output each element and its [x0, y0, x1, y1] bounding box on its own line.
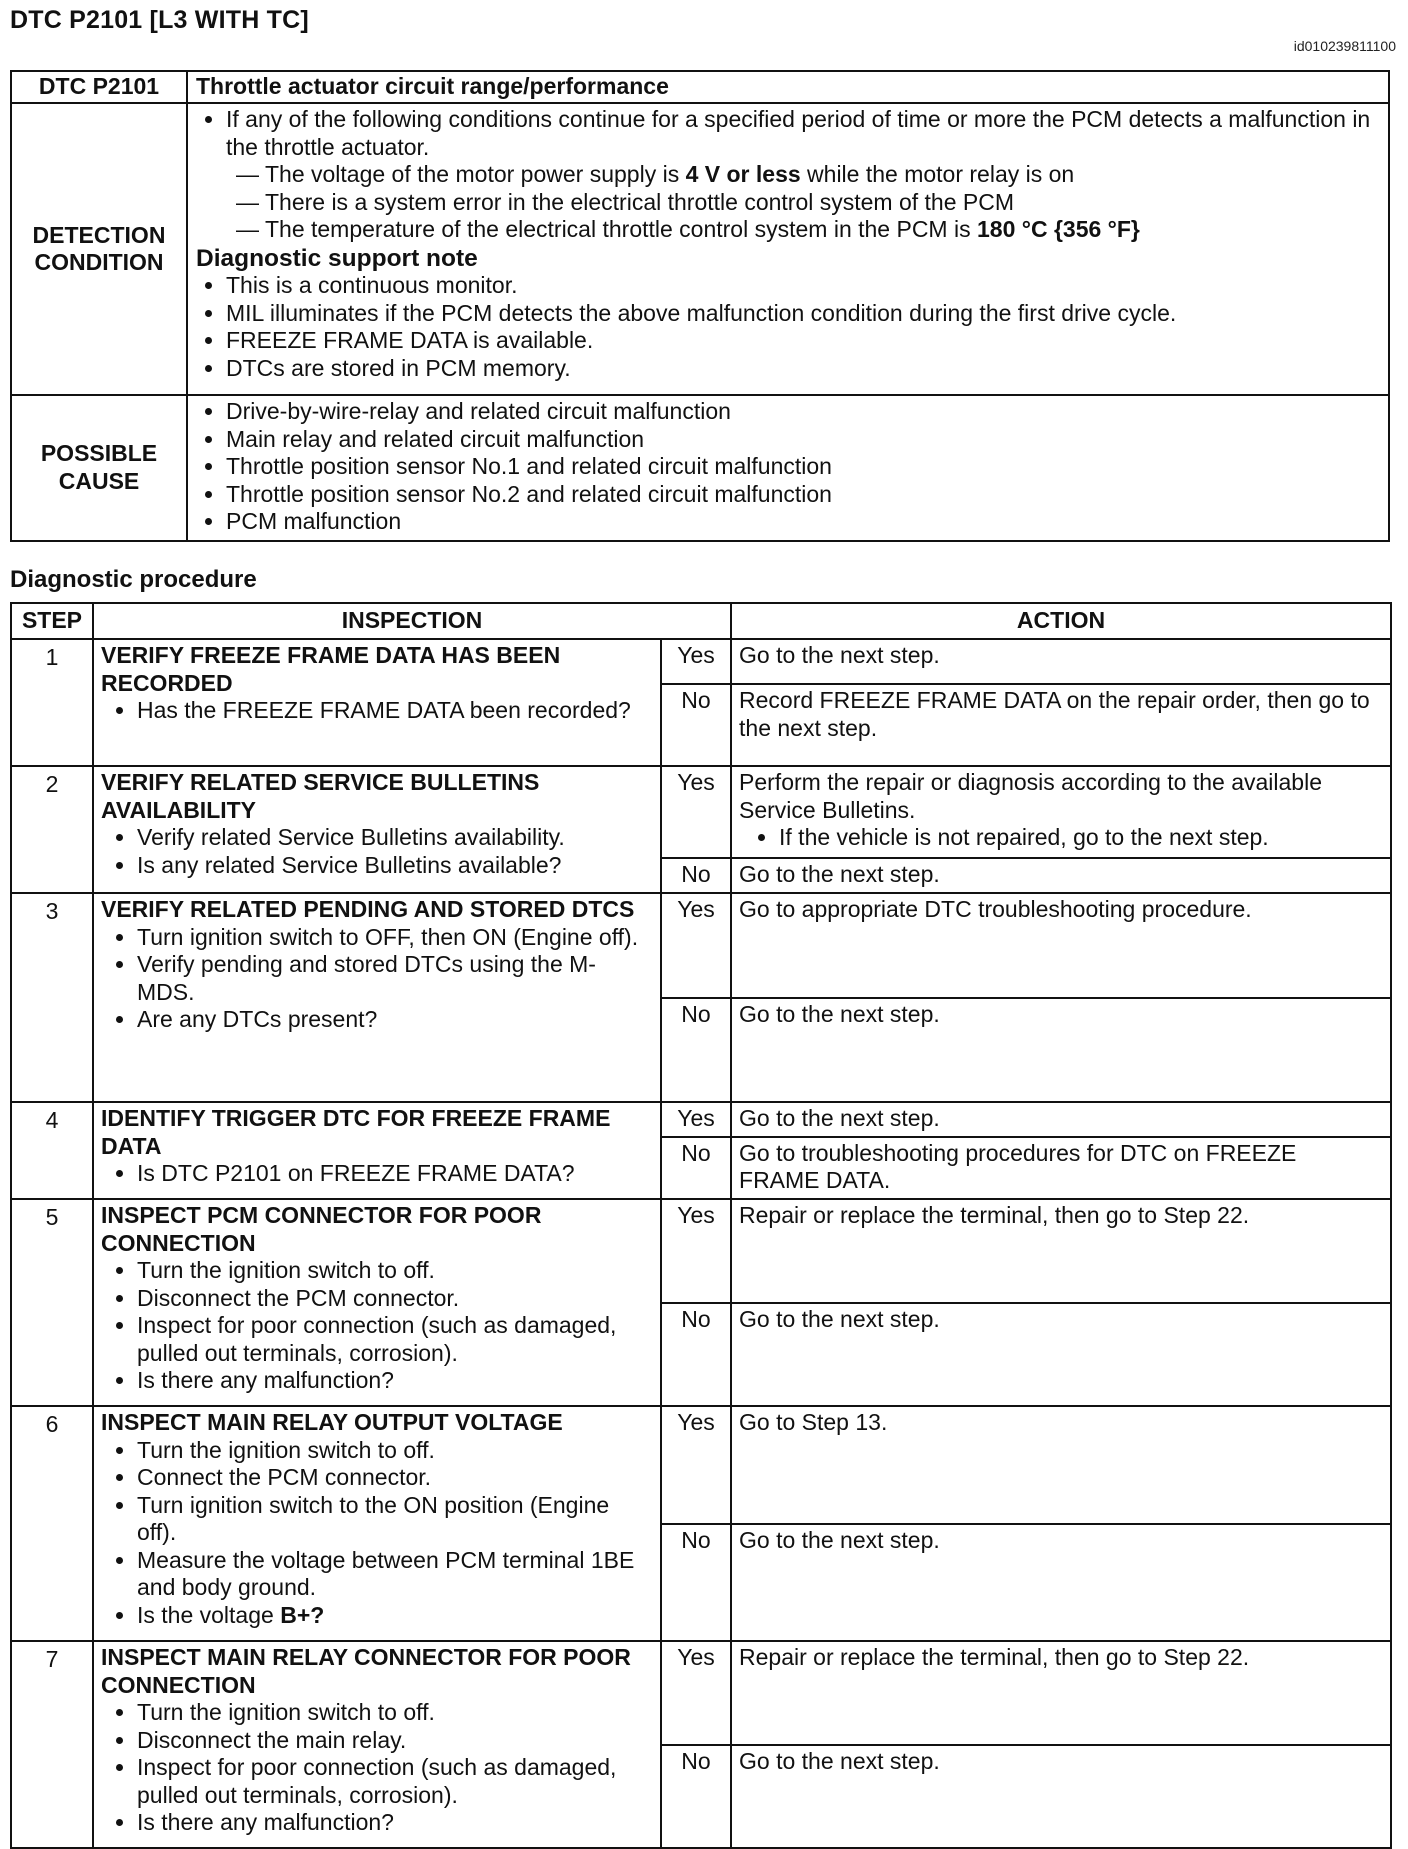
no-action: Go to the next step.: [731, 1524, 1391, 1642]
step-number: 5: [11, 1199, 93, 1406]
step-row: [11, 893, 1391, 998]
detection-row: [11, 103, 1389, 395]
header-inspection: INSPECTION: [93, 603, 731, 639]
yes-action: Repair or replace the terminal, then go to Step 22.: [731, 1199, 1391, 1303]
possible-cause-content: [187, 395, 1389, 541]
page-title: DTC P2101 [L3 WITH TC]: [10, 6, 309, 34]
inspection-item: • Inspect for poor connection (such as damaged, pulled out terminals, corrosion).: [137, 1312, 653, 1367]
inspection-item: • Turn the ignition switch to off.: [137, 1257, 653, 1285]
header-step: STEP: [11, 603, 93, 639]
no-label: No: [661, 1303, 731, 1407]
step-title: INSPECT PCM CONNECTOR FOR POOR CONNECTION: [101, 1202, 542, 1256]
step-number: 1: [11, 639, 93, 766]
condition-temperature: — The temperature of the electrical throttle control system in the PCM is 180 °C {356 °F}: [236, 216, 1140, 242]
step-inspection: [93, 766, 661, 893]
step-inspection: [93, 1641, 661, 1848]
inspection-item: • Are any DTCs present?: [137, 1006, 653, 1034]
yes-label: Yes: [661, 893, 731, 998]
no-label: No: [661, 1524, 731, 1642]
no-action: Go to the next step.: [731, 1303, 1391, 1407]
no-label: No: [661, 998, 731, 1103]
no-action: Go to troubleshooting procedures for DTC on FREEZE FRAME DATA.: [731, 1137, 1391, 1199]
step-inspection: [93, 1199, 661, 1406]
step-title: VERIFY FREEZE FRAME DATA HAS BEEN RECORDED: [101, 642, 561, 696]
step-inspection: [93, 639, 661, 766]
inspection-item: • Measure the voltage between PCM terminal 1BE and body ground.: [137, 1547, 653, 1602]
yes-action: Repair or replace the terminal, then go to Step 22.: [731, 1641, 1391, 1745]
step-number: 2: [11, 766, 93, 893]
step-row: [11, 1406, 1391, 1524]
step-row: [11, 766, 1391, 858]
cause-item: • Main relay and related circuit malfunction: [226, 426, 1378, 454]
yes-action: Go to the next step.: [731, 639, 1391, 684]
no-action: Go to the next step.: [731, 1745, 1391, 1849]
step-title: VERIFY RELATED PENDING AND STORED DTCS: [101, 896, 635, 922]
inspection-item: • Verify pending and stored DTCs using the M-MDS.: [137, 951, 653, 1006]
inspection-item: • Is DTC P2101 on FREEZE FRAME DATA?: [137, 1160, 653, 1188]
step-number: 4: [11, 1102, 93, 1199]
support-note: • FREEZE FRAME DATA is available.: [226, 327, 1378, 355]
procedure-heading: Diagnostic procedure: [10, 566, 257, 593]
inspection-item: • Disconnect the PCM connector.: [137, 1285, 653, 1313]
inspection-item: • Verify related Service Bulletins availability.: [137, 824, 653, 852]
inspection-item: • Connect the PCM connector.: [137, 1464, 653, 1492]
header-action: ACTION: [731, 603, 1391, 639]
yes-label: Yes: [661, 1102, 731, 1137]
support-note: • This is a continuous monitor.: [226, 272, 1378, 300]
procedure-header-row: [11, 603, 1391, 639]
cause-item: • Throttle position sensor No.2 and related circuit malfunction: [226, 481, 1378, 509]
no-label: No: [661, 684, 731, 766]
cause-item: • Drive-by-wire-relay and related circuit malfunction: [226, 398, 1378, 426]
support-note: • MIL illuminates if the PCM detects the above malfunction condition during the first drive cycle.: [226, 300, 1378, 328]
step-row: [11, 1199, 1391, 1303]
detection-list: [198, 106, 1378, 161]
support-note-heading: Diagnostic support note: [196, 244, 478, 272]
inspection-item: • Turn ignition switch to the ON position (Engine off).: [137, 1492, 653, 1547]
yes-label: Yes: [661, 1641, 731, 1745]
step-number: 6: [11, 1406, 93, 1641]
cause-item: • Throttle position sensor No.1 and related circuit malfunction: [226, 453, 1378, 481]
step-title: INSPECT MAIN RELAY OUTPUT VOLTAGE: [101, 1409, 563, 1435]
possible-cause-label: POSSIBLE CAUSE: [11, 395, 187, 541]
support-notes-list: [198, 272, 1378, 382]
inspection-item: • Is the voltage B+?: [137, 1602, 653, 1630]
inspection-item: • Inspect for poor connection (such as damaged, pulled out terminals, corrosion).: [137, 1754, 653, 1809]
yes-action: Go to the next step.: [731, 1102, 1391, 1137]
possible-cause-row: [11, 395, 1389, 541]
cause-list: [198, 398, 1378, 536]
inspection-item: • Is there any malfunction?: [137, 1809, 653, 1837]
yes-label: Yes: [661, 1406, 731, 1524]
step-row: [11, 639, 1391, 684]
step-number: 7: [11, 1641, 93, 1848]
inspection-item: • Is any related Service Bulletins available?: [137, 852, 653, 880]
condition-system-error: — There is a system error in the electrical throttle control system of the PCM: [236, 188, 1015, 215]
inspection-item: • Has the FREEZE FRAME DATA been recorded?: [137, 697, 653, 725]
step-number: 3: [11, 893, 93, 1102]
yes-action: Go to appropriate DTC troubleshooting procedure.: [731, 893, 1391, 998]
yes-label: Yes: [661, 1199, 731, 1303]
no-action: Go to the next step.: [731, 998, 1391, 1103]
inspection-item: • Disconnect the main relay.: [137, 1727, 653, 1755]
dtc-header-row: [11, 71, 1389, 103]
step-inspection: [93, 1102, 661, 1199]
step-title: INSPECT MAIN RELAY CONNECTOR FOR POOR CONNECTION: [101, 1644, 631, 1698]
step-inspection: [93, 893, 661, 1102]
dtc-name: Throttle actuator circuit range/performance: [187, 71, 1389, 103]
detection-condition-content: [187, 103, 1389, 395]
no-action: Go to the next step.: [731, 858, 1391, 893]
document-id: id010239811100: [1293, 38, 1396, 54]
step-title: IDENTIFY TRIGGER DTC FOR FREEZE FRAME DATA: [101, 1105, 611, 1159]
inspection-item: • Is there any malfunction?: [137, 1367, 653, 1395]
condition-voltage: — The voltage of the motor power supply is 4 V or less while the motor relay is on: [236, 161, 1075, 187]
step-title: VERIFY RELATED SERVICE BULLETINS AVAILABILITY: [101, 769, 540, 823]
detection-condition-label: DETECTION CONDITION: [11, 103, 187, 395]
no-label: No: [661, 1745, 731, 1849]
yes-label: Yes: [661, 639, 731, 684]
yes-action: Perform the repair or diagnosis according to the available Service Bulletins. • If the vehicle is not repaired, go to the next step.: [731, 766, 1391, 858]
yes-label: Yes: [661, 766, 731, 858]
yes-action: Go to Step 13.: [731, 1406, 1391, 1524]
detection-intro: • If any of the following conditions continue for a specified period of time or more the PCM detects a malfunction in the throttle actuator.: [226, 106, 1378, 161]
step-row: [11, 1641, 1391, 1745]
inspection-item: • Turn ignition switch to OFF, then ON (Engine off).: [137, 924, 653, 952]
no-action: Record FREEZE FRAME DATA on the repair order, then go to the next step.: [731, 684, 1391, 766]
no-label: No: [661, 858, 731, 893]
step-row: [11, 1102, 1391, 1137]
no-label: No: [661, 1137, 731, 1199]
action-sub-item: • If the vehicle is not repaired, go to the next step.: [779, 824, 1383, 852]
inspection-item: • Turn the ignition switch to off.: [137, 1437, 653, 1465]
procedure-table: [10, 602, 1392, 1849]
cause-item: • PCM malfunction: [226, 508, 1378, 536]
dtc-code: DTC P2101: [11, 71, 187, 103]
inspection-item: • Turn the ignition switch to off.: [137, 1699, 653, 1727]
support-note: • DTCs are stored in PCM memory.: [226, 355, 1378, 383]
step-inspection: [93, 1406, 661, 1641]
dtc-info-table: [10, 70, 1390, 542]
